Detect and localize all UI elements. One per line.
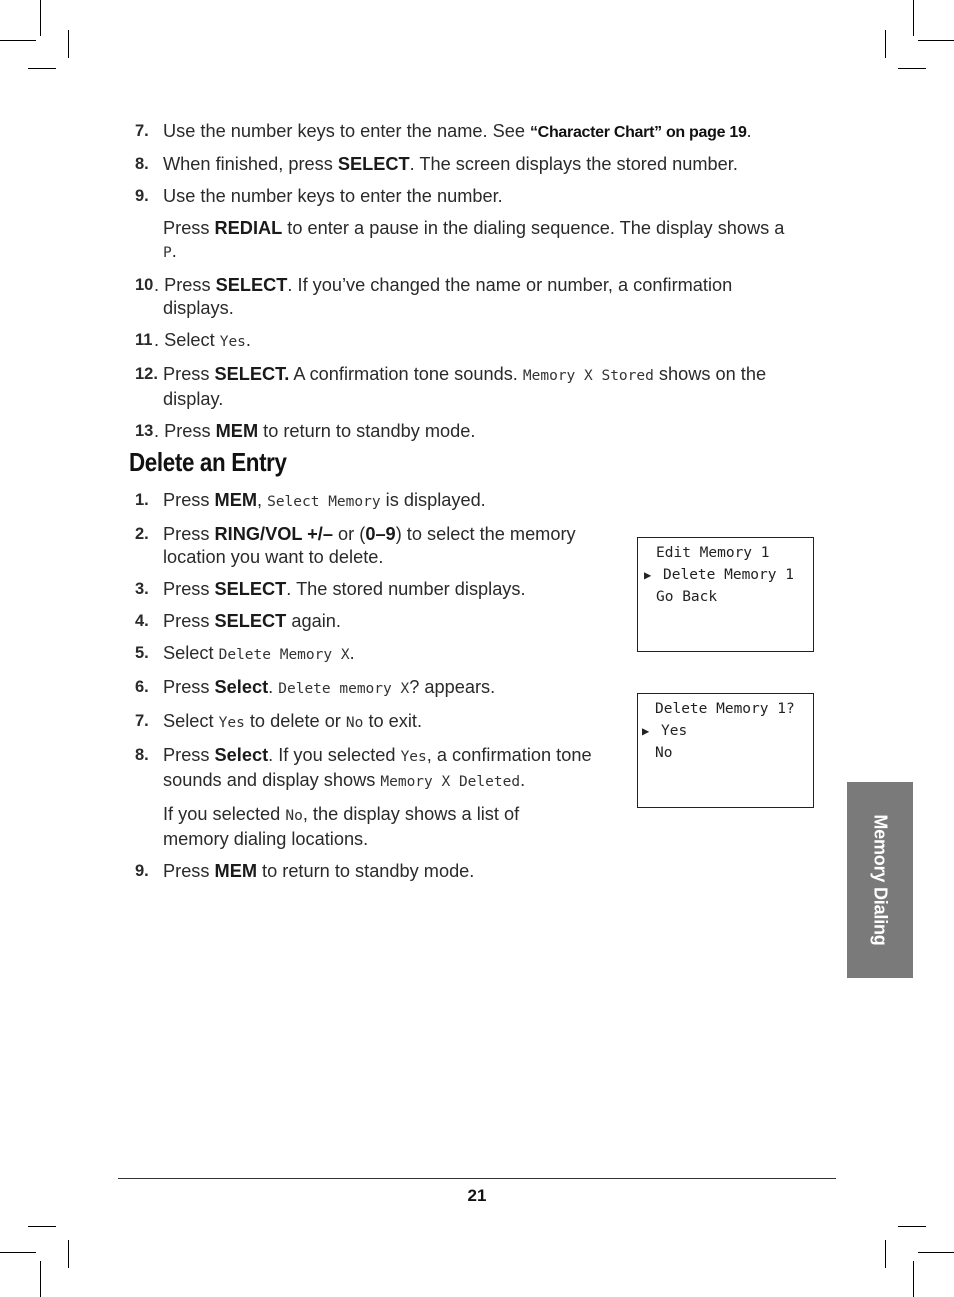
step-number: 9. [135, 187, 149, 205]
step-text: . [349, 643, 355, 663]
lcd-line-selected: Yes [661, 723, 688, 739]
step-text: . Select [154, 330, 220, 350]
step-text: Press [163, 364, 215, 384]
lcd-line: Delete Memory 1? [655, 701, 795, 717]
step-1 [130, 489, 610, 514]
step-text: Press [163, 579, 215, 599]
crop-mark [40, 1261, 41, 1297]
display-text: P [163, 245, 172, 261]
crop-mark [68, 30, 69, 58]
step-text: is displayed. [380, 490, 486, 510]
step-text: When finished, press [163, 154, 338, 174]
step-number: 1. [135, 491, 149, 509]
step-text: . Press [154, 275, 216, 295]
step-text: Select [163, 643, 219, 663]
step-text: Press [163, 524, 215, 544]
step-text: . The stored number displays. [286, 579, 526, 599]
step-number: 11 [135, 331, 153, 349]
step-text: . Press [154, 421, 216, 441]
lcd-line: Go Back [656, 589, 718, 605]
crop-mark [28, 68, 56, 69]
display-text: No [285, 808, 303, 824]
step-number: 12. [135, 365, 158, 383]
step-text: . [245, 330, 251, 350]
step-text: Press [163, 218, 215, 238]
step-text: . [520, 770, 526, 790]
key-name: SELECT [214, 579, 287, 599]
step-number: 13 [135, 422, 154, 440]
step-10 [130, 274, 763, 320]
lcd-line: No [655, 745, 673, 761]
step-number: 7. [135, 122, 149, 140]
step-number: 3. [135, 580, 149, 598]
step-text: again. [286, 611, 341, 631]
step-text: to enter a pause in the dialing sequence. The display shows a [282, 218, 785, 238]
step-number: 8. [135, 155, 149, 173]
lcd-screen-edit-menu [637, 537, 814, 652]
step-9 [130, 860, 610, 883]
crop-mark [28, 1226, 56, 1227]
display-text: Delete memory X [278, 681, 410, 697]
step-9-note [130, 217, 803, 265]
step-text: Press [163, 745, 215, 765]
step-5 [130, 642, 610, 667]
delete-steps-list [130, 489, 610, 883]
step-text: Press [163, 677, 215, 697]
step-4 [130, 610, 610, 633]
crop-mark [913, 0, 914, 36]
chapter-tab-label: Memory Dialing [870, 814, 891, 946]
chapter-side-tab [847, 782, 913, 978]
display-text: No [345, 715, 364, 731]
key-name: RING/VOL +/– [214, 524, 333, 544]
crop-mark [0, 40, 36, 41]
crop-mark [40, 0, 41, 36]
step-text: , [256, 490, 268, 510]
crop-mark [918, 40, 954, 41]
step-8-note [130, 803, 583, 851]
step-text: to delete or [244, 711, 346, 731]
key-name: Select [214, 745, 269, 765]
step-number: 2. [135, 525, 149, 543]
step-number: 8. [135, 746, 149, 764]
step-8 [130, 744, 610, 794]
step-text: A confirmation tone sounds. [289, 364, 523, 384]
step-text: Select [163, 711, 219, 731]
crop-mark [0, 1252, 36, 1253]
step-text: to return to standby mode. [256, 861, 475, 881]
step-text: shows on the display. [163, 364, 767, 409]
step-text: to return to standby mode. [258, 421, 476, 441]
step-text: Use the number keys to enter the number. [163, 186, 503, 206]
section-heading: Delete an Entry [129, 447, 287, 477]
crop-mark [68, 1240, 69, 1268]
page-number: 21 [467, 1186, 487, 1205]
step-text: Press [163, 861, 215, 881]
selection-arrow-icon: ▶ [642, 724, 650, 738]
step-number: 10 [135, 276, 154, 294]
step-text: Press [163, 611, 215, 631]
display-text: Memory X Deleted [380, 774, 521, 790]
step-text: . [171, 241, 177, 261]
crop-mark [918, 1252, 954, 1253]
selection-arrow-icon: ▶ [644, 568, 652, 582]
step-2 [130, 523, 610, 569]
key-name: SELECT [214, 611, 287, 631]
step-7 [130, 710, 610, 735]
display-text: Delete Memory X [218, 647, 350, 663]
step-text: . [268, 677, 279, 697]
step-text: If you selected [163, 804, 286, 824]
edit-steps-list [130, 120, 820, 443]
step-text: ? appears. [409, 677, 496, 697]
step-text: or ( [332, 524, 366, 544]
lcd-line-selected: Delete Memory 1 [663, 567, 794, 583]
step-12 [130, 363, 813, 411]
step-text: , a confirmation tone sounds and display shows [163, 745, 592, 790]
step-11 [130, 329, 820, 354]
step-text: . The screen displays the stored number. [409, 154, 738, 174]
step-number: 7. [135, 712, 149, 730]
step-6 [130, 676, 610, 701]
crop-mark [885, 30, 886, 58]
footer-divider [118, 1178, 836, 1179]
step-text: Press [163, 490, 215, 510]
lcd-line: Edit Memory 1 [656, 545, 770, 561]
key-name: 0–9 [365, 524, 396, 544]
key-name: SELECT [337, 154, 410, 174]
step-number: 9. [135, 862, 149, 880]
display-text: Memory X Stored [522, 368, 654, 384]
key-name: SELECT [215, 275, 288, 295]
display-text: Select Memory [267, 494, 381, 510]
display-text: Yes [400, 749, 427, 765]
step-text: . [746, 121, 752, 141]
key-name: MEM [215, 421, 259, 441]
step-text: Use the number keys to enter the name. See [163, 121, 530, 141]
display-text: Yes [219, 334, 246, 350]
crop-mark [898, 68, 926, 69]
crop-mark [913, 1261, 914, 1297]
lcd-screen-delete-confirm [637, 693, 814, 808]
key-name: MEM [214, 490, 257, 510]
step-number: 5. [135, 644, 149, 662]
crop-mark [885, 1240, 886, 1268]
step-text: ) to select the memory location you want to delete. [163, 524, 576, 567]
step-13 [130, 420, 820, 443]
step-9 [130, 185, 820, 208]
key-name: Select [214, 677, 269, 697]
key-name: SELECT. [214, 364, 290, 384]
step-text: , the display shows a list of memory dialing locations. [163, 804, 520, 849]
step-number: 4. [135, 612, 149, 630]
key-name: MEM [214, 861, 257, 881]
step-number: 6. [135, 678, 149, 696]
step-8 [130, 153, 820, 176]
step-text: . If you’ve changed the name or number, a confirmation displays. [163, 275, 733, 318]
display-text: Yes [218, 715, 245, 731]
cross-reference-link[interactable]: “Character Chart” on page 19 [529, 124, 747, 141]
key-name: REDIAL [214, 218, 283, 238]
step-text: to exit. [363, 711, 423, 731]
crop-mark [898, 1226, 926, 1227]
step-7 [130, 120, 820, 144]
step-text: . If you selected [268, 745, 401, 765]
step-3 [130, 578, 610, 601]
